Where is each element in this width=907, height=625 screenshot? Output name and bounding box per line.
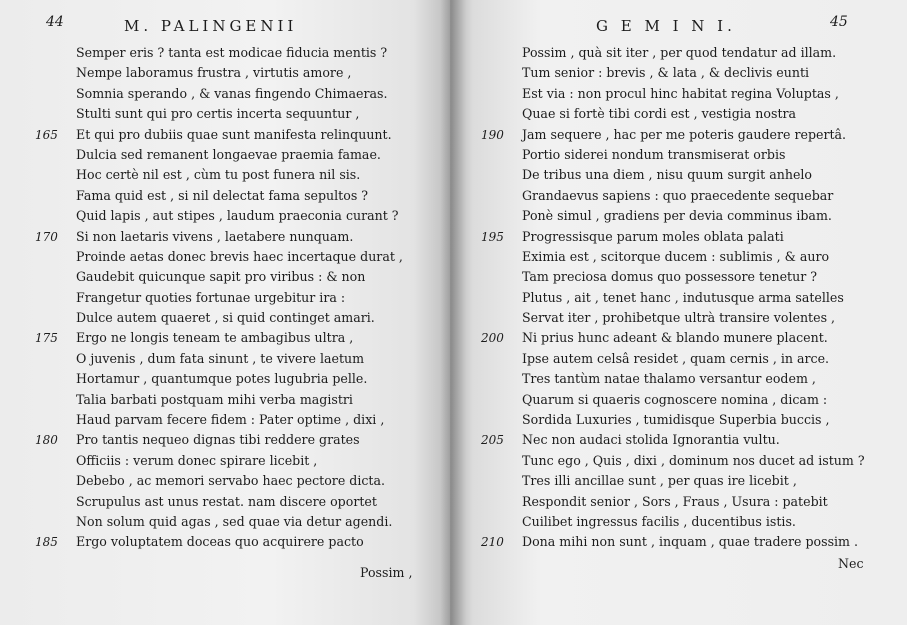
verse-text: De tribus una diem , nisu quum surgit anhelo	[522, 167, 813, 183]
verse-line	[522, 390, 865, 410]
verse-line	[76, 165, 403, 185]
verse-line	[522, 267, 865, 287]
verse-line	[522, 145, 865, 165]
verse-text: Quid lapis , aut stipes , laudum praeconia curant ?	[76, 208, 399, 224]
verse-text: Ipse autem celsâ residet , quam cernis , in arce.	[522, 350, 830, 366]
verse-line	[76, 492, 403, 512]
line-number: 180	[35, 433, 58, 448]
verse-line	[522, 410, 865, 430]
verse-line	[76, 512, 403, 532]
verse-text: Progressisque parum moles oblata palati	[522, 228, 784, 244]
verse-text: Plutus , ait , tenet hanc , indutusque arma satelles	[522, 289, 844, 305]
verse-text: Ni prius hunc adeant & blando munere placent.	[522, 330, 828, 346]
verse-line	[76, 451, 403, 471]
right-running-head: G E M I N I.	[596, 17, 736, 35]
line-number: 170	[35, 229, 58, 244]
verse-text: Et qui pro dubiis quae sunt manifesta relinquunt.	[76, 126, 392, 142]
verse-line	[35, 532, 403, 552]
verse-text: Stulti sunt qui pro certis incerta sequuntur ,	[76, 106, 360, 122]
verse-text: Jam sequere , hac per me poteris gaudere repertâ.	[522, 126, 847, 142]
verse-line	[522, 451, 865, 471]
verse-line	[76, 471, 403, 491]
verse-line	[522, 288, 865, 308]
verse-line	[76, 247, 403, 267]
verse-text: Debebo , ac memori servabo haec pectore dicta.	[76, 473, 385, 489]
verse-text: Cuilibet ingressus facilis , ducentibus istis.	[522, 513, 796, 529]
verse-text: Semper eris ? tanta est modicae fiducia mentis ?	[76, 45, 388, 60]
verse-line	[76, 43, 403, 63]
verse-text: Scrupulus ast unus restat. nam discere oportet	[76, 493, 377, 509]
verse-line	[76, 369, 403, 389]
verse-line	[481, 430, 865, 450]
verse-text: Portio siderei nondum transmiserat orbis	[522, 146, 786, 162]
verse-text: Tunc ego , Quis , dixi , dominum nos ducet ad istum ?	[522, 452, 865, 468]
verse-line	[522, 104, 865, 124]
verse-text: Hoc certè nil est , cùm tu post funera nil sis.	[76, 167, 361, 183]
right-catchword: Nec	[838, 556, 864, 571]
verse-text: Sordida Luxuries , tumidisque Superbia buccis ,	[522, 412, 830, 428]
line-number: 175	[35, 331, 58, 346]
verse-line	[522, 369, 865, 389]
verse-text: Tres illi ancillae sunt , per quas ire licebit ,	[522, 473, 797, 489]
verse-line	[76, 308, 403, 328]
verse-line	[522, 165, 865, 185]
verse-line	[522, 206, 865, 226]
line-number: 210	[481, 535, 504, 550]
verse-line	[522, 492, 865, 512]
verse-text: Dulce autem quaeret , si quid continget amari.	[76, 310, 375, 326]
verse-line	[481, 328, 865, 348]
verse-text: Grandaevus sapiens : quo praecedente sequebar	[522, 187, 834, 203]
line-number: 195	[481, 229, 504, 244]
verse-line	[76, 104, 403, 124]
verse-line	[522, 84, 865, 104]
verse-line	[76, 63, 403, 83]
verse-line	[76, 349, 403, 369]
verse-text: Ergo voluptatem doceas quo acquirere pacto	[76, 534, 364, 550]
left-running-head: M. PALINGENII	[124, 17, 298, 35]
verse-text: Eximia est , scitorque ducem : sublimis , & auro	[522, 248, 830, 264]
verse-line	[522, 471, 865, 491]
left-verse-list	[35, 43, 403, 553]
verse-text: Hortamur , quantumque potes lugubria pelle.	[76, 371, 368, 387]
right-page-number: 45	[830, 14, 848, 30]
verse-text: Respondit senior , Sors , Fraus , Usura : patebit	[522, 493, 828, 509]
left-page-number: 44	[46, 14, 64, 30]
verse-text: Ergo ne longis teneam te ambagibus ultra ,	[76, 330, 354, 346]
verse-line	[522, 308, 865, 328]
verse-text: Est via : non procul hinc habitat regina Voluptas ,	[522, 85, 839, 101]
verse-line	[481, 125, 865, 145]
left-page	[0, 0, 450, 625]
verse-text: Tam preciosa domus quo possessore tenetur ?	[522, 269, 817, 285]
line-number: 190	[481, 127, 504, 142]
verse-line	[76, 410, 403, 430]
verse-line	[522, 186, 865, 206]
verse-text: Dulcia sed remanent longaevae praemia famae.	[76, 146, 381, 162]
line-number: 205	[481, 433, 504, 448]
verse-text: Quae si fortè tibi cordi est , vestigia nostra	[522, 106, 797, 122]
verse-line	[76, 84, 403, 104]
verse-line	[522, 349, 865, 369]
verse-text: Frangetur quoties fortunae urgebitur ira :	[76, 289, 346, 305]
right-verse-list	[481, 43, 865, 553]
verse-text: Haud parvam fecere fidem : Pater optime , dixi ,	[76, 412, 385, 428]
verse-line	[35, 227, 403, 247]
verse-line	[522, 43, 865, 63]
verse-line	[76, 186, 403, 206]
verse-text: Si non laetaris vivens , laetabere nunquam.	[76, 228, 354, 244]
verse-text: Talia barbati postquam mihi verba magistri	[76, 391, 353, 407]
verse-text: Possim , quà sit iter , per quod tendatur ad illam.	[522, 45, 837, 60]
verse-text: Non solum quid agas , sed quae via detur agendi.	[76, 513, 393, 529]
line-number: 165	[35, 127, 58, 142]
verse-line	[35, 328, 403, 348]
line-number: 200	[481, 331, 504, 346]
verse-text: Dona mihi non sunt , inquam , quae tradere possim .	[522, 534, 859, 550]
verse-text: Tres tantùm natae thalamo versantur eodem ,	[522, 371, 816, 387]
left-catchword: Possim ,	[360, 565, 413, 580]
verse-line	[35, 430, 403, 450]
verse-line	[76, 267, 403, 287]
verse-text: Pro tantis nequeo dignas tibi reddere grates	[76, 432, 360, 448]
verse-line	[522, 512, 865, 532]
right-page	[450, 0, 907, 625]
book-gutter-shadow	[440, 0, 466, 625]
verse-text: Proinde aetas donec brevis haec incertaque durat ,	[76, 248, 403, 264]
verse-text: Somnia sperando , & vanas fingendo Chimaeras.	[76, 85, 388, 101]
verse-line	[522, 247, 865, 267]
verse-line	[481, 532, 865, 552]
verse-text: Tum senior : brevis , & lata , & declivis eunti	[522, 65, 810, 81]
verse-text: Quarum si quaeris cognoscere nomina , dicam :	[522, 391, 828, 407]
verse-line	[481, 227, 865, 247]
verse-text: Ponè simul , gradiens per devia comminus ibam.	[522, 208, 832, 224]
verse-text: Officiis : verum donec spirare licebit ,	[76, 452, 318, 468]
verse-line	[522, 63, 865, 83]
verse-text: Nempe laboramus frustra , virtutis amore ,	[76, 65, 352, 81]
verse-line	[76, 390, 403, 410]
verse-text: O juvenis , dum fata sinunt , te vivere laetum	[76, 350, 365, 366]
line-number: 185	[35, 535, 58, 550]
verse-line	[76, 288, 403, 308]
verse-line	[76, 206, 403, 226]
verse-line	[35, 125, 403, 145]
verse-text: Servat iter , prohibetque ultrà transire volentes ,	[522, 310, 836, 326]
verse-text: Nec non audaci stolida Ignorantia vultu.	[522, 432, 780, 448]
verse-line	[76, 145, 403, 165]
verse-text: Gaudebit quicunque sapit pro viribus : & non	[76, 269, 366, 285]
verse-text: Fama quid est , si nil delectat fama sepultos ?	[76, 187, 369, 203]
